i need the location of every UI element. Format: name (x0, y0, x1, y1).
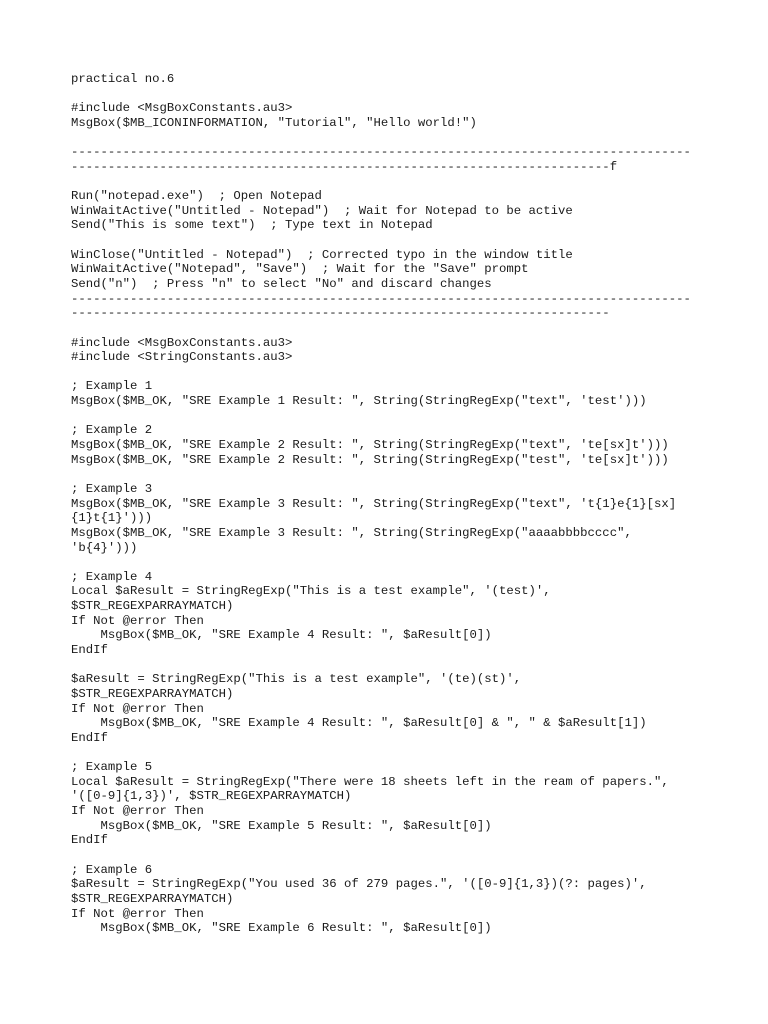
code-line: ------------------------------------------------------------------------------------ (71, 145, 691, 160)
code-line: Send("n") ; Press "n" to select "No" and discard changes (71, 276, 492, 291)
code-line: MsgBox($MB_OK, "SRE Example 3 Result: ", String(StringRegExp("aaaabbbbcccc", (71, 525, 632, 540)
code-line: Run("notepad.exe") ; Open Notepad (71, 189, 322, 204)
code-line: #include <StringConstants.au3> (71, 350, 293, 365)
code-line: $STR_REGEXPARRAYMATCH) (71, 599, 234, 614)
code-line: ; Example 3 (71, 481, 153, 496)
code-line: #include <MsgBoxConstants.au3> (71, 101, 293, 116)
blank-line (71, 467, 761, 482)
code-line: MsgBox($MB_OK, "SRE Example 1 Result: ", String(StringRegExp("text", 'test'))) (71, 394, 647, 409)
code-line: MsgBox($MB_OK, "SRE Example 2 Result: ", String(StringRegExp("text", 'te[sx]t'))) (71, 438, 669, 453)
code-line: WinWaitActive("Untitled - Notepad") ; Wait for Notepad to be active (71, 203, 573, 218)
code-line: MsgBox($MB_ICONINFORMATION, "Tutorial", "Hello world!") (71, 115, 477, 130)
code-line: Local $aResult = StringRegExp("This is a test example", '(test)', (71, 584, 551, 599)
code-line: If Not @error Then (71, 906, 204, 921)
code-line: ------------------------------------------------------------------------------------ (71, 291, 691, 306)
blank-line (71, 365, 761, 380)
blank-line (71, 174, 761, 189)
code-line: If Not @error Then (71, 613, 204, 628)
blank-line (71, 321, 761, 336)
code-line: '([0-9]{1,3})', $STR_REGEXPARRAYMATCH) (71, 789, 352, 804)
code-line: WinWaitActive("Notepad", "Save") ; Wait for the "Save" prompt (71, 262, 529, 277)
blank-line (71, 87, 761, 102)
code-line: ; Example 5 (71, 760, 153, 775)
code-line: practical no.6 (71, 72, 175, 86)
code-line: If Not @error Then (71, 804, 204, 819)
blank-line (71, 848, 761, 863)
blank-line (71, 555, 761, 570)
code-line: $aResult = StringRegExp("You used 36 of 279 pages.", '([0-9]{1,3})(?: pages)', (71, 877, 647, 892)
code-line: $aResult = StringRegExp("This is a test example", '(te)(st)', (71, 672, 522, 687)
code-line: $STR_REGEXPARRAYMATCH) (71, 891, 234, 906)
code-line: ; Example 1 (71, 379, 153, 394)
code-line: Send("This is some text") ; Type text in Notepad (71, 218, 433, 233)
code-line: Local $aResult = StringRegExp("There were 18 sheets left in the ream of papers.", (71, 774, 669, 789)
code-line: MsgBox($MB_OK, "SRE Example 4 Result: ", $aResult[0]) (71, 628, 492, 643)
code-line: ; Example 2 (71, 423, 153, 438)
blank-line (71, 409, 761, 424)
code-line: EndIf (71, 833, 108, 848)
code-line: #include <MsgBoxConstants.au3> (71, 335, 293, 350)
blank-line (71, 658, 761, 673)
blank-line (71, 233, 761, 248)
code-line: MsgBox($MB_OK, "SRE Example 2 Result: ", String(StringRegExp("test", 'te[sx]t'))) (71, 452, 669, 467)
code-line: MsgBox($MB_OK, "SRE Example 5 Result: ", $aResult[0]) (71, 818, 492, 833)
blank-line (71, 131, 761, 146)
code-line: $STR_REGEXPARRAYMATCH) (71, 686, 234, 701)
code-line: EndIf (71, 730, 108, 745)
code-line: -------------------------------------------------------------------------f (71, 159, 618, 174)
code-listing (71, 72, 761, 936)
code-line: If Not @error Then (71, 701, 204, 716)
code-line: EndIf (71, 642, 108, 657)
code-line: ; Example 4 (71, 569, 153, 584)
code-line: 'b{4}'))) (71, 540, 138, 555)
blank-line (71, 745, 761, 760)
code-line: WinClose("Untitled - Notepad") ; Corrected typo in the window title (71, 247, 573, 262)
code-line: {1}t{1}'))) (71, 511, 153, 526)
code-line: ; Example 6 (71, 862, 153, 877)
code-line: MsgBox($MB_OK, "SRE Example 4 Result: ", $aResult[0] & ", " & $aResult[1]) (71, 716, 647, 731)
code-line: MsgBox($MB_OK, "SRE Example 3 Result: ", String(StringRegExp("text", 't{1}e{1}[sx] (71, 496, 677, 511)
code-line: ------------------------------------------------------------------------- (71, 306, 610, 321)
code-line: MsgBox($MB_OK, "SRE Example 6 Result: ", $aResult[0]) (71, 921, 492, 936)
